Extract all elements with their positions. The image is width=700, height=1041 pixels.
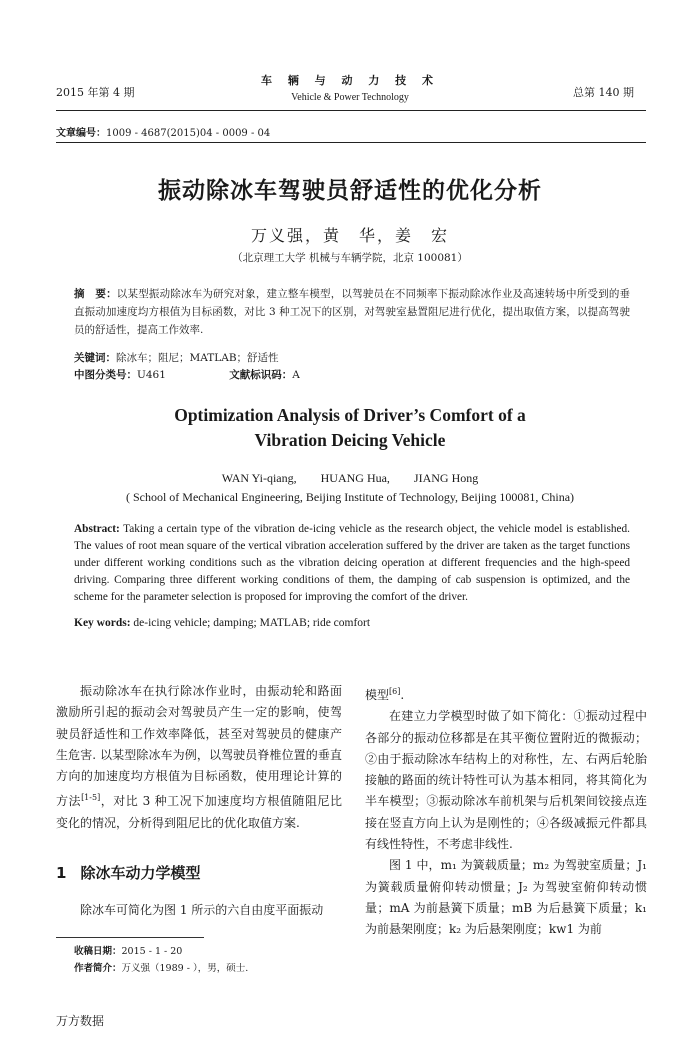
footnote-value: 2015 - 1 - 20 (121, 946, 183, 957)
abstract-en (74, 521, 630, 606)
article-rule (56, 142, 646, 143)
classification-value: U461 (137, 369, 166, 381)
title-en (0, 403, 700, 453)
body-text: 除冰车可简化为图 1 所示的六自由度平面振动 (80, 903, 324, 917)
affiliation-en: ( School of Mechanical Engineering, Beijing Institute of Technology, Beijing 100081, China) (125, 490, 575, 504)
footnote-label: 作者简介： (74, 963, 122, 974)
body-text: 图 1 中，m₁ 为簧载质量；m₂ 为驾驶室质量；J₁ 为簧载质量俯仰转动惯量；J₂ 为驾驶室俯仰转动惯量；mA 为前悬簧下质量；mB 为后悬簧下质量；k₁ 为前悬架刚度；k₂ 为后悬架刚度；kw1 为前 (365, 858, 647, 937)
keywords-en-label: Key words: (74, 617, 131, 629)
document-code-value: A (292, 369, 300, 381)
keywords-cn-text: 除冰车；阻尼；MATLAB；舒适性 (116, 352, 279, 364)
issue-label: 2015 年第 4 期 (56, 86, 135, 99)
citation: [1-5] (81, 793, 101, 803)
body-text: . (400, 688, 405, 702)
body-left-paragraph-2 (56, 900, 342, 921)
authors-en: WAN Yi-qiang, HUANG Hua, JIANG Hong (221, 471, 479, 485)
title-en-line1: Optimization Analysis of Driver’s Comfort of a (174, 405, 526, 425)
classification-label: 中图分类号： (74, 369, 137, 381)
document-code-label: 文献标识码： (229, 369, 293, 381)
abstract-cn-text: 以某型振动除冰车为研究对象，建立整车模型，以驾驶员在不同频率下振动除冰作业及高速转场中所受到的垂直振动加速度均方根值为目标函数，对比 3 种工况下的区别，对驾驶室悬置阻尼进行优化，提出取值方案，以提高驾驶员的舒适性，提高工作效率. (74, 288, 631, 336)
footnote-received (74, 943, 182, 957)
body-text: ，对比 3 种工况下加速度均方根值随阻尼比变化的情况，分析得到阻尼比的优化取值方案. (56, 794, 342, 830)
section-heading (56, 862, 200, 883)
header-rule (56, 110, 646, 111)
journal-title-cn: 车 辆 与 动 力 技 术 (261, 74, 439, 87)
title-en-line2: Vibration Deicing Vehicle (254, 430, 446, 450)
keywords-cn (74, 350, 279, 365)
citation: [6] (389, 687, 401, 696)
watermark-footer: 万方数据 (56, 1014, 105, 1028)
body-text: 在建立力学模型时做了如下简化：①振动过程中各部分的振动位移都是在其平衡位置附近的微振动；②由于振动除冰车结构上的对称性，左、右两后轮胎接触的路面的统计特性可认为基本相同，将其简化为半车模型；③振动除冰车前机架与后机架间铰接点连接在竖直方向上认为是刚性的；④各级减振元件都具有线性特性，不考虑非线性. (365, 709, 647, 852)
title-cn: 振动除冰车驾驶员舒适性的优化分析 (158, 178, 542, 204)
section-number: 1 (56, 864, 67, 882)
body-right-column (365, 681, 647, 941)
abstract-cn (74, 285, 630, 339)
body-text: 振动除冰车在执行除冰作业时，由振动轮和路面激励所引起的振动会对驾驶员产生一定的影响，使驾驶员舒适性和工作效率降低，甚至对驾驶员的健康产生危害. 以某型除冰车为例，以驾驶员脊椎位置的垂直方向的加速度均方根值为目标函数，使用理论计算的方法 (56, 684, 342, 809)
abstract-en-text: Taking a certain type of the vibration de-icing vehicle as the research object, the vehicle model is established. The values of root mean square of the vertical vibration acceleration suffered by the driver are taken as the target functions under different working conditions such as the vibration deicing operation at different frequencies and the high-speed driving. Comparing three different working conditions of them, the damping of cab suspension is optimized, and the scheme for the parameter selection is proposed for improving the comfort of the driver. (74, 523, 630, 603)
classification (74, 367, 300, 382)
footnote-value: 万义强（1989 - ），男，硕士. (121, 963, 249, 974)
keywords-en (74, 617, 370, 629)
article-number-value: 1009 - 4687(2015)04 - 0009 - 04 (106, 128, 271, 139)
keywords-en-text: de-icing vehicle; damping; MATLAB; ride comfort (130, 617, 371, 629)
section-title: 除冰车动力学模型 (80, 864, 201, 882)
footnote-label: 收稿日期： (74, 946, 122, 957)
article-number (56, 124, 270, 139)
body-text: 模型 (365, 688, 390, 702)
abstract-en-label: Abstract: (74, 523, 120, 535)
keywords-cn-label: 关键词： (74, 352, 116, 364)
abstract-cn-label: 摘 要： (74, 288, 117, 300)
affiliation-cn: （北京理工大学 机械与车辆学院，北京 100081） (232, 252, 468, 264)
total-issue-label: 总第 140 期 (573, 86, 634, 99)
body-left-paragraph-1 (56, 681, 342, 834)
journal-title-en: Vehicle & Power Technology (291, 92, 409, 103)
article-number-label: 文章编号： (56, 128, 106, 139)
footnote-rule (56, 937, 204, 938)
authors-cn: 万义强，黄 华，姜 宏 (250, 226, 449, 245)
footnote-author (74, 960, 248, 974)
